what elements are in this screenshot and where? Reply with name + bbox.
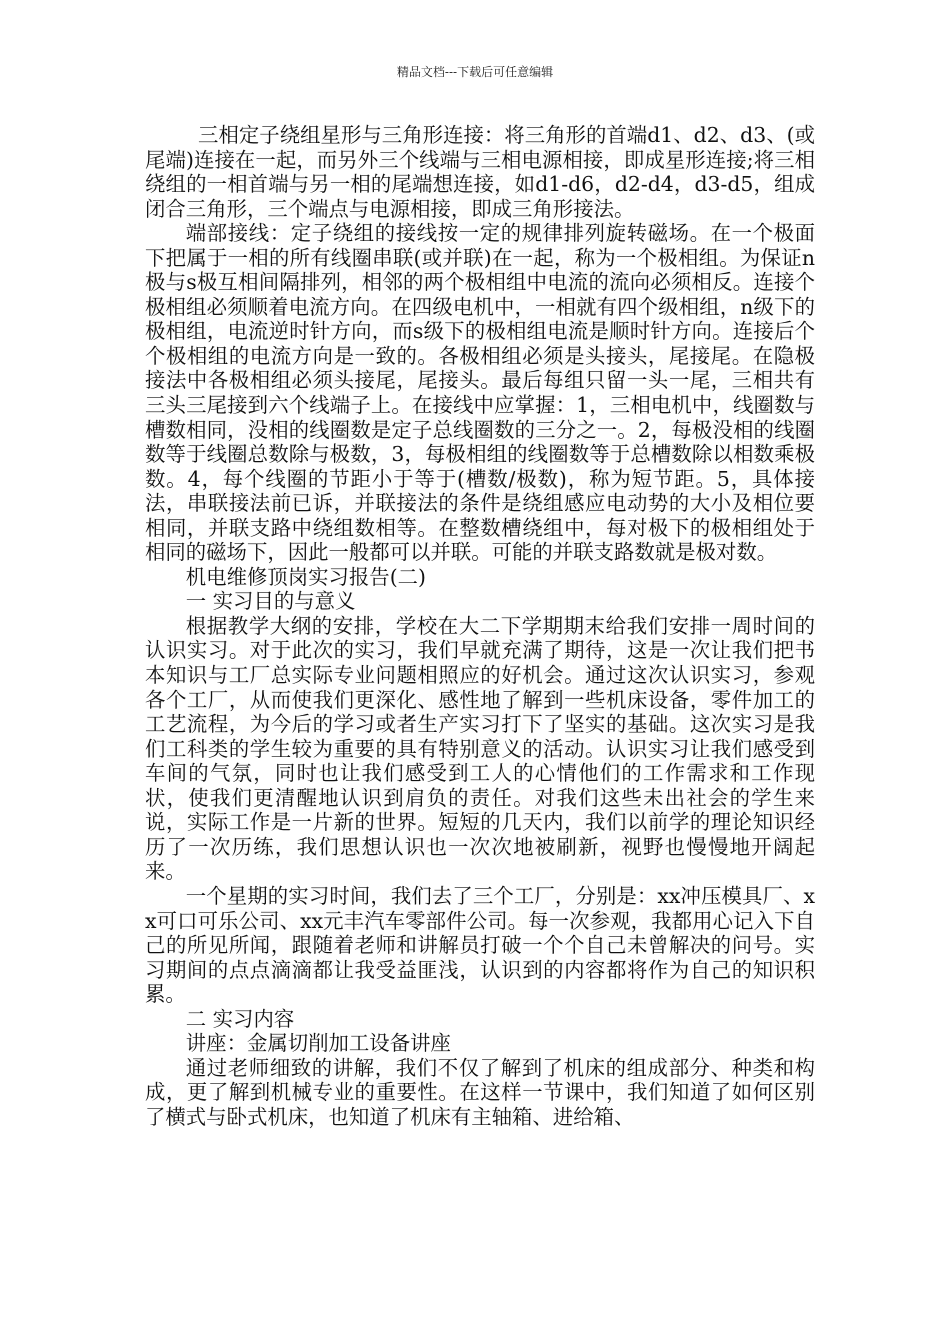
paragraph-end-wiring: 端部接线：定子绕组的接线按一定的规律排列旋转磁场。在一个极面下把属于一相的所有线圈串联(或并联)在一起，称为一个极相组。为保证n极与s极互相间隔排列，相邻的两个极相组中电流的流向必须相反。连接个极相组必须顺着电流方向。在四级电机中，一相就有四个级相组，n级下的极相组，电流逆时针方向，而s级下的极相组电流是顺时针方向。连接后个个极相组的电流方向是一致的。各极相组必须是头接头，尾接尾。在隐极接法中各极相组必须头接尾，尾接头。最后每组只留一头一尾，三相共有三头三尾接到六个线端子上。在接线中应掌握：1，三相电机中，线圈数与槽数相同，没相的线圈数是定子总线圈数的三分之一。2，每极没相的线圈数等于线圈总数除与极数，3，每极相组的线圈数等于总槽数除以相数乘极数。4，每个线圈的节距小于等于(槽数/极数)，称为短节距。5，具体接法，串联接法前已诉，并联接法的条件是绕组感应电动势的大小及相位要相同，并联支路中绕组数相等。在整数槽绕组中，每对极下的极相组处于相同的磁场下，因此一般都可以并联。可能的并联支路数就是极对数。 <box>145 221 815 565</box>
paragraph-star-delta-connection: 三相定子绕组星形与三角形连接：将三角形的首端d1、d2、d3、(或尾端)连接在一起，而另外三个线端与三相电源相接，即成星形连接;将三相绕组的一相首端与另一相的尾端想连接，如d1-d6，d2-d4，d3-d5，组成闭合三角形，三个端点与电源相接，即成三角形接法。 <box>145 123 815 221</box>
lecture-heading: 讲座：金属切削加工设备讲座 <box>185 1031 451 1056</box>
page-header: 精品文档---下载后可任意编辑 <box>396 65 554 79</box>
section-heading-purpose: 一 实习目的与意义 <box>185 589 356 614</box>
section-heading-content: 二 实习内容 <box>185 1006 295 1031</box>
report-title: 机电维修顶岗实习报告(二) <box>185 564 427 589</box>
document-body <box>145 123 815 1129</box>
paragraph-lecture: 通过老师细致的讲解，我们不仅了解到了机床的组成部分、种类和构成，更了解到机械专业的重要性。在这样一节课中，我们知道了如何区别了横式与卧式机床，也知道了机床有主轴箱、进给箱、 <box>145 1055 815 1129</box>
paragraph-purpose: 根据教学大纲的安排，学校在大二下学期期末给我们安排一周时间的认识实习。对于此次的实习，我们早就充满了期待，这是一次让我们把书本知识与工厂总实际专业问题相照应的好机会。通过这次认识实习，参观各个工厂，从而使我们更深化、感性地了解到一些机床设备，零件加工的工艺流程，为今后的学习或者生产实习打下了坚实的基础。这次实习是我们工科类的学生较为重要的具有特别意义的活动。认识实习让我们感受到车间的气氛，同时也让我们感受到工人的心情他们的工作需求和工作现状，使我们更清醒地认识到肩负的责任。对我们这些未出社会的学生来说，实际工作是一片新的世界。短短的几天内，我们以前学的理论知识经历了一次历练，我们思想认识也一次次地被刷新，视野也慢慢地开阔起来。 <box>145 613 815 884</box>
paragraph-factory-visits: 一个星期的实习时间，我们去了三个工厂，分别是：xx冲压模具厂、xx可口可乐公司、xx元丰汽车零部件公司。每一次参观，我都用心记入下自己的所见所闻，跟随着老师和讲解员打破一个个自己未曾解决的问号。实习期间的点点滴滴都让我受益匪浅，认识到的内容都将作为自己的知识积累。 <box>145 883 815 1007</box>
